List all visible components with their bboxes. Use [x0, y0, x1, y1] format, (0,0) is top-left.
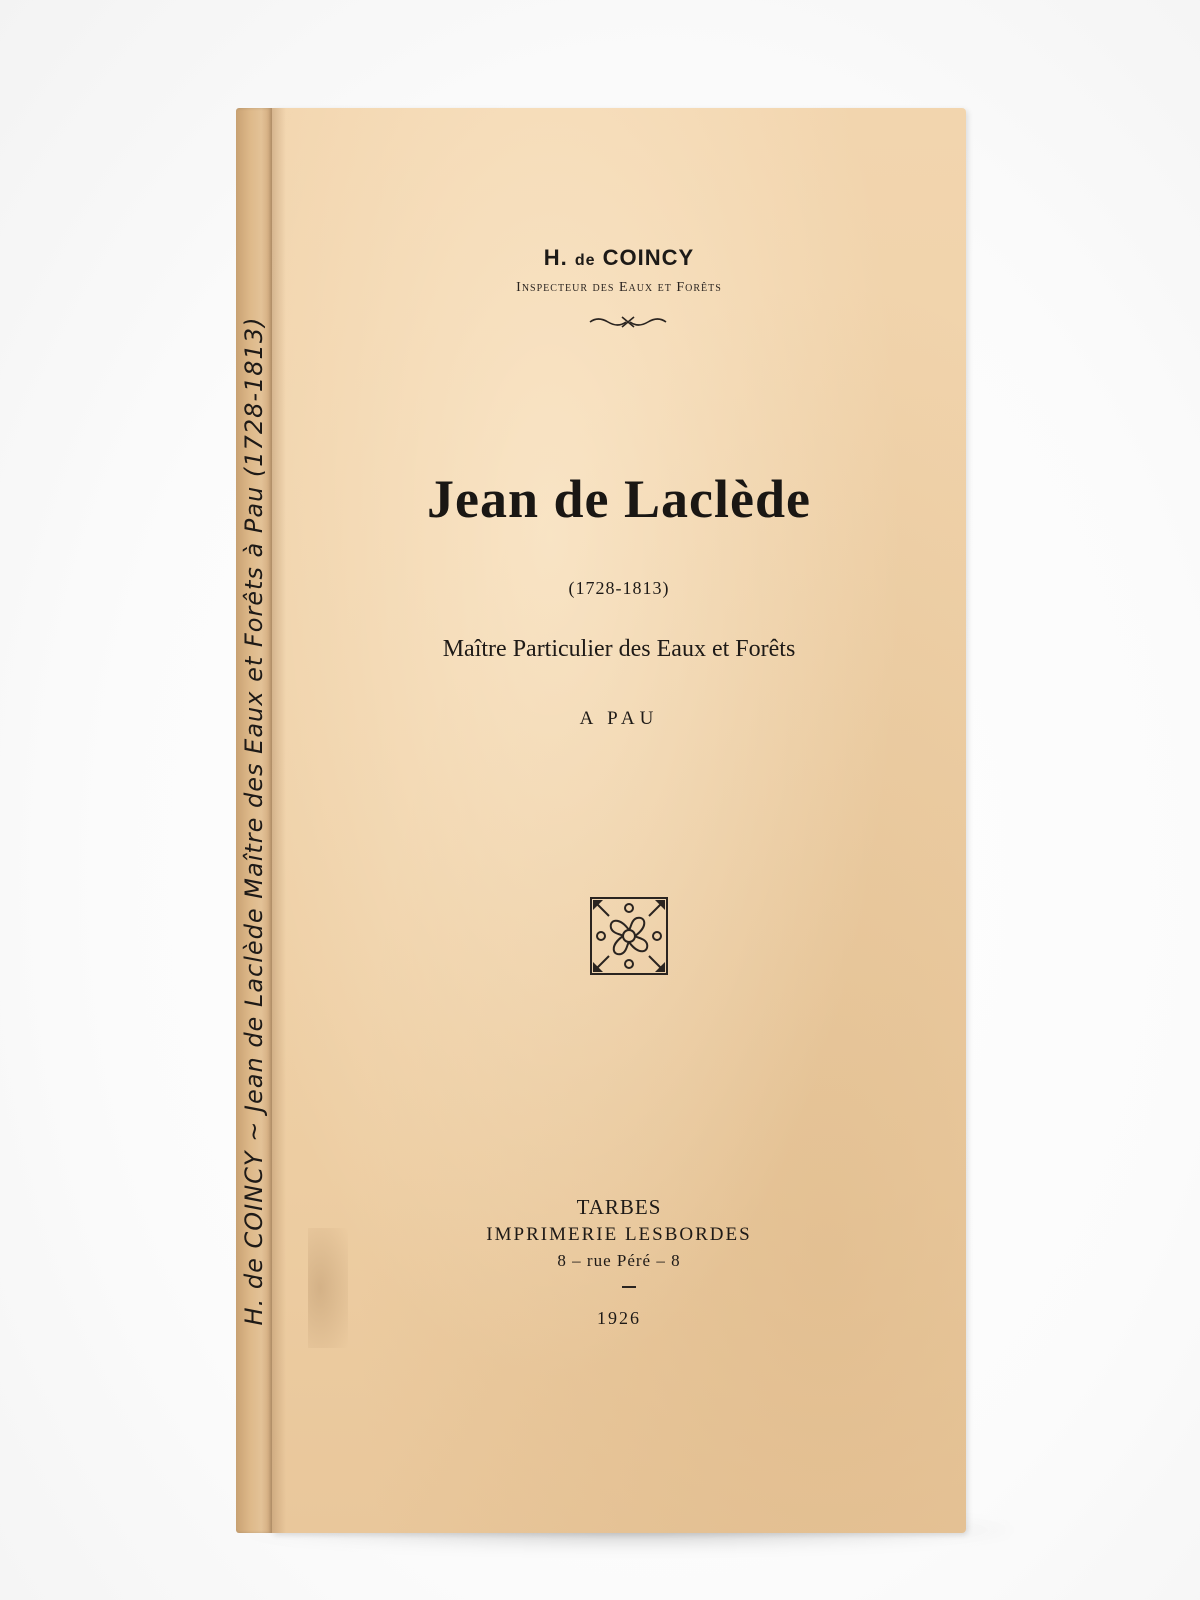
publisher-name: IMPRIMERIE LESBORDES — [486, 1224, 752, 1245]
divider-dash — [622, 1286, 636, 1288]
floral-square-ornament-icon — [589, 896, 669, 976]
book-subtitle: Maître Particulier des Eaux et Forêts — [442, 636, 796, 662]
rule-ornament-icon — [588, 313, 668, 331]
book — [236, 108, 966, 1533]
author-surname: COINCY — [602, 245, 695, 270]
author-name — [272, 245, 966, 271]
publication-year: 1926 — [597, 1308, 641, 1328]
book-dates: (1728-1813) — [568, 578, 670, 598]
author-initial: H. — [543, 245, 568, 270]
cover-stain — [308, 1228, 348, 1348]
spine-handwritten-label: H. de COINCY ~ Jean de Laclède Maître des Eaux et Forêts à Pau (1728-1813) — [240, 316, 268, 1325]
author-role: Inspecteur des Eaux et Forêts — [516, 280, 722, 295]
book-place: A PAU — [579, 708, 659, 729]
book-spine — [236, 108, 272, 1533]
book-cover — [272, 108, 966, 1533]
publisher-address: 8 – rue Péré – 8 — [557, 1251, 681, 1270]
publisher-city: TARBES — [576, 1195, 662, 1219]
book-title: Jean de Laclède — [427, 469, 811, 529]
author-particle: de — [574, 252, 596, 269]
